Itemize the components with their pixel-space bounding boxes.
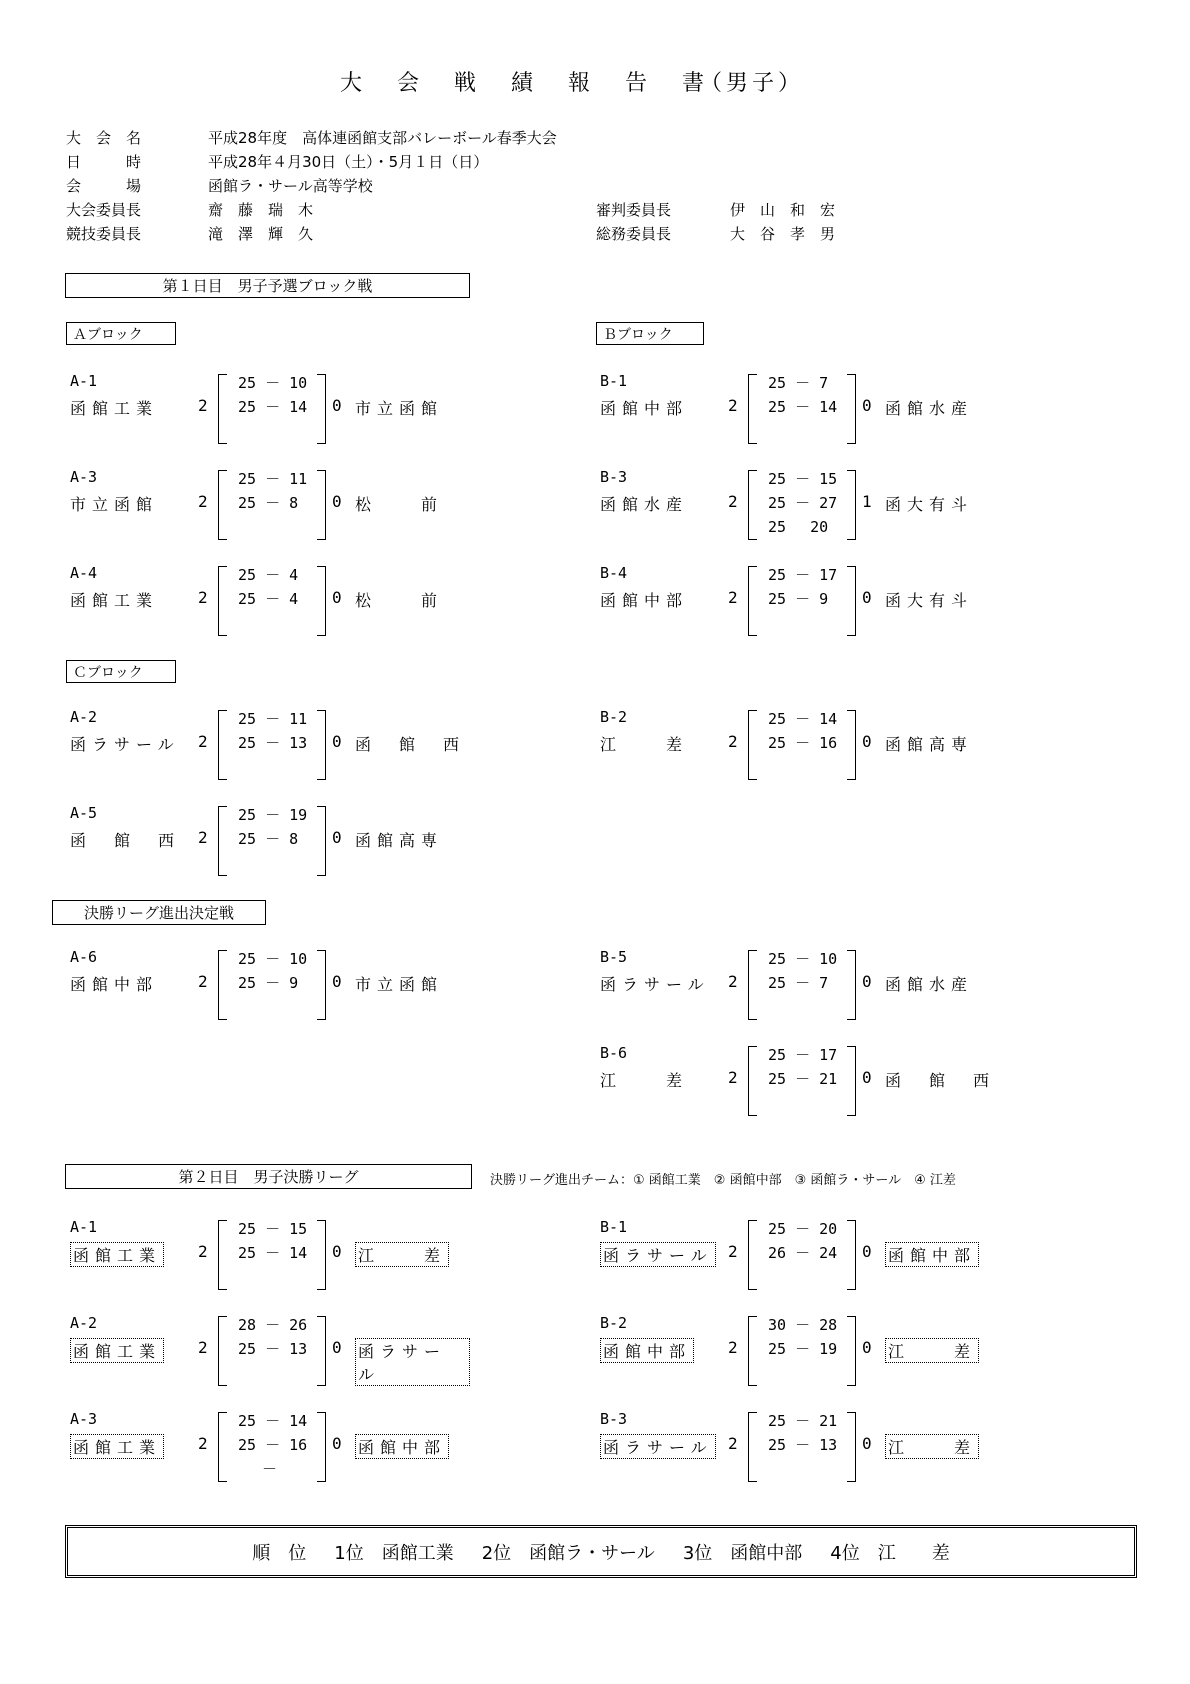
general-label: 総務委員長 (596, 225, 672, 243)
sets-won-home: 2 (728, 972, 738, 991)
score-bracket-right (847, 470, 856, 540)
set-score-1: 30 － 28 (768, 1316, 838, 1334)
meet-name: 平成28年度 高体連函館支部バレーボール春季大会 (208, 129, 557, 147)
ranking-label: 順 位 (252, 1542, 307, 1564)
match-a3 (70, 468, 470, 543)
score-bracket-left (748, 710, 757, 780)
set-score-1: 25 － 4 (238, 566, 299, 584)
score-bracket-left (748, 374, 757, 444)
score-bracket-right (847, 374, 856, 444)
match-b4 (600, 564, 1000, 639)
set-score-3: 25 20 (768, 518, 829, 536)
ranking-third: 3位 函館中部 (682, 1542, 803, 1564)
score-bracket-right (847, 1412, 856, 1482)
match-id: A-5 (70, 804, 98, 822)
sets-won-home: 2 (198, 492, 208, 511)
score-bracket-left (218, 566, 227, 636)
sets-won-home: 2 (728, 492, 738, 511)
chair-name: 齋 藤 瑞 木 (208, 201, 314, 219)
team-away: 江 差 (885, 1338, 979, 1363)
match-b2 (600, 708, 1000, 783)
sets-won-away: 0 (862, 1338, 872, 1357)
set-score-1: 28 － 26 (238, 1316, 308, 1334)
team-away: 市立函館 (355, 399, 444, 418)
sets-won-home: 2 (198, 588, 208, 607)
score-bracket-left (218, 710, 227, 780)
score-bracket-left (218, 806, 227, 876)
score-bracket-right (847, 1220, 856, 1290)
score-bracket-right (317, 950, 326, 1020)
sets-won-away: 0 (332, 1338, 342, 1357)
team-home: 函 館 西 (70, 831, 181, 850)
set-score-1: 25 － 7 (768, 374, 829, 392)
score-bracket-left (218, 470, 227, 540)
meet-venue: 函館ラ・サール高等学校 (208, 177, 373, 195)
set-score-1: 25 － 15 (238, 1220, 308, 1238)
set-score-1: 25 － 14 (768, 710, 838, 728)
match-id: B-4 (600, 564, 628, 582)
score-bracket-right (317, 806, 326, 876)
set-score-1: 25 － 11 (238, 710, 308, 728)
score-bracket-left (748, 1412, 757, 1482)
team-away: 函大有斗 (885, 495, 974, 514)
team-away: 函大有斗 (885, 591, 974, 610)
final-match-b3 (600, 1410, 1000, 1485)
sets-won-away: 0 (862, 1242, 872, 1261)
score-bracket-left (218, 374, 227, 444)
playoff-header: 決勝リーグ進出決定戦 (52, 900, 266, 925)
team-away: 江 差 (355, 1242, 449, 1267)
sets-won-away: 0 (862, 1434, 872, 1453)
team-home: 函ラサール (600, 1242, 716, 1267)
score-bracket-left (218, 1220, 227, 1290)
page-title-gender: （男子） (700, 71, 805, 96)
sets-won-home: 2 (198, 1338, 208, 1357)
sets-won-away: 0 (332, 396, 342, 415)
sets-won-away: 1 (862, 492, 872, 511)
team-away: 函 館 西 (885, 1071, 996, 1090)
set-score-2: 25 － 4 (238, 590, 299, 608)
score-bracket-right (847, 950, 856, 1020)
score-bracket-left (218, 950, 227, 1020)
sets-won-away: 0 (332, 732, 342, 751)
team-away: 函 館 西 (355, 735, 466, 754)
match-a1 (70, 372, 470, 447)
day2-header: 第２日目 男子決勝リーグ (65, 1164, 472, 1189)
set-score-2: 25 － 7 (768, 974, 829, 992)
sets-won-away: 0 (862, 396, 872, 415)
sets-won-home: 2 (198, 828, 208, 847)
set-score-2: 25 － 21 (768, 1070, 838, 1088)
sets-won-away: 0 (862, 1068, 872, 1087)
set-score-2: 25 － 9 (238, 974, 299, 992)
sets-won-home: 2 (728, 396, 738, 415)
match-id: B-6 (600, 1044, 628, 1062)
team-home: 函館中部 (600, 399, 689, 418)
sets-won-away: 0 (332, 588, 342, 607)
sets-won-home: 2 (198, 1242, 208, 1261)
team-away: 市立函館 (355, 975, 444, 994)
match-id: A-1 (70, 372, 98, 390)
match-a4 (70, 564, 470, 639)
block-c-label: Ｃブロック (66, 660, 176, 683)
final-match-a3 (70, 1410, 470, 1485)
team-away: 函ラサール (355, 1338, 470, 1386)
score-bracket-left (748, 1220, 757, 1290)
set-score-1: 25 － 11 (238, 470, 308, 488)
score-bracket-right (317, 1220, 326, 1290)
set-score-2: 25 － 14 (768, 398, 838, 416)
team-home: 函ラサール (70, 735, 180, 754)
ranking-fourth: 4位 江 差 (830, 1542, 950, 1564)
day1-header: 第１日目 男子予選ブロック戦 (65, 273, 470, 298)
set-score-2: 25 － 8 (238, 494, 299, 512)
match-id: B-2 (600, 1314, 628, 1332)
comp-name: 滝 澤 輝 久 (208, 225, 314, 243)
sets-won-home: 2 (728, 1068, 738, 1087)
team-home: 函館中部 (600, 591, 689, 610)
score-bracket-right (317, 710, 326, 780)
sets-won-home: 2 (728, 732, 738, 751)
set-score-1: 25 － 15 (768, 470, 838, 488)
block-a-label: Ａブロック (66, 322, 176, 345)
set-score-1: 25 － 21 (768, 1412, 838, 1430)
score-bracket-left (218, 1316, 227, 1386)
team-home: 函館中部 (600, 1338, 694, 1363)
match-id: B-3 (600, 1410, 628, 1428)
set-score-2: 25 － 9 (768, 590, 829, 608)
set-score-1: 25 － 14 (238, 1412, 308, 1430)
match-id: A-3 (70, 1410, 98, 1428)
sets-won-home: 2 (728, 1338, 738, 1357)
team-home: 函館工業 (70, 1338, 164, 1363)
sets-won-away: 0 (862, 732, 872, 751)
sets-won-home: 2 (728, 1434, 738, 1453)
team-home: 市立函館 (70, 495, 159, 514)
team-away: 函館水産 (885, 399, 974, 418)
score-bracket-right (847, 710, 856, 780)
sets-won-away: 0 (862, 588, 872, 607)
score-bracket-right (317, 470, 326, 540)
date-label: 日 時 (66, 153, 142, 171)
score-bracket-left (748, 1046, 757, 1116)
score-bracket-right (847, 1316, 856, 1386)
set-score-1: 25 － 20 (768, 1220, 838, 1238)
set-score-2: 25 － 14 (238, 398, 308, 416)
finalists-note: 決勝リーグ進出チーム：① 函館工業 ② 函館中部 ③ 函館ラ・サール ④ 江差 (490, 1173, 956, 1188)
sets-won-away: 0 (332, 1242, 342, 1261)
chair-label: 大会委員長 (66, 201, 142, 219)
venue-label: 会 場 (66, 177, 142, 195)
score-bracket-right (847, 566, 856, 636)
match-b5 (600, 948, 1000, 1023)
meet-date: 平成28年４月30日（土）・5月１日（日） (208, 153, 489, 171)
team-away: 函館高専 (885, 735, 974, 754)
match-b6 (600, 1044, 1000, 1119)
set-score-2: 25 － 13 (768, 1436, 838, 1454)
match-id: B-1 (600, 372, 628, 390)
set-score-1: 25 － 17 (768, 1046, 838, 1064)
block-b-label: Ｂブロック (596, 322, 704, 345)
set-score-2: 25 － 14 (238, 1244, 308, 1262)
ranking-second: 2位 函館ラ・サール (481, 1542, 655, 1564)
team-away: 函館水産 (885, 975, 974, 994)
sets-won-home: 2 (198, 396, 208, 415)
match-a2 (70, 708, 470, 783)
match-id: B-1 (600, 1218, 628, 1236)
sets-won-home: 2 (728, 588, 738, 607)
set-score-2: 25 － 13 (238, 734, 308, 752)
ranking-first: 1位 函館工業 (334, 1542, 454, 1564)
final-match-b1 (600, 1218, 1000, 1293)
final-match-a1 (70, 1218, 470, 1293)
set-score-2: 25 － 8 (238, 830, 299, 848)
match-a6 (70, 948, 470, 1023)
final-match-b2 (600, 1314, 1000, 1389)
team-home: 函館工業 (70, 1242, 164, 1267)
set-score-3: － (238, 1460, 278, 1478)
team-away: 函館高専 (355, 831, 444, 850)
team-away: 松 前 (355, 591, 444, 610)
match-id: B-2 (600, 708, 628, 726)
match-id: B-3 (600, 468, 628, 486)
referee-label: 審判委員長 (596, 201, 672, 219)
final-match-a2 (70, 1314, 470, 1389)
sets-won-home: 2 (198, 1434, 208, 1453)
set-score-2: 25 － 13 (238, 1340, 308, 1358)
comp-label: 競技委員長 (66, 225, 142, 243)
team-home: 函館工業 (70, 1434, 164, 1459)
team-away: 函館中部 (885, 1242, 979, 1267)
team-home: 江 差 (600, 1071, 689, 1090)
team-home: 函館中部 (70, 975, 159, 994)
match-a5 (70, 804, 470, 879)
team-home: 函館水産 (600, 495, 689, 514)
match-id: A-1 (70, 1218, 98, 1236)
set-score-1: 25 － 10 (238, 374, 308, 392)
match-b1 (600, 372, 1000, 447)
sets-won-away: 0 (332, 972, 342, 991)
general-name: 大 谷 孝 男 (730, 225, 836, 243)
team-away: 函館中部 (355, 1434, 449, 1459)
score-bracket-right (317, 1412, 326, 1482)
match-id: A-2 (70, 1314, 98, 1332)
set-score-1: 25 － 10 (238, 950, 308, 968)
team-home: 函館工業 (70, 591, 159, 610)
ranking-box (65, 1525, 1137, 1578)
set-score-1: 25 － 17 (768, 566, 838, 584)
score-bracket-right (317, 1316, 326, 1386)
set-score-2: 25 － 19 (768, 1340, 838, 1358)
match-id: A-3 (70, 468, 98, 486)
score-bracket-right (847, 1046, 856, 1116)
score-bracket-left (748, 950, 757, 1020)
team-away: 江 差 (885, 1434, 979, 1459)
sets-won-away: 0 (332, 828, 342, 847)
match-b3 (600, 468, 1000, 543)
match-id: B-5 (600, 948, 628, 966)
match-id: A-6 (70, 948, 98, 966)
sets-won-home: 2 (728, 1242, 738, 1261)
sets-won-home: 2 (198, 972, 208, 991)
score-bracket-right (317, 566, 326, 636)
set-score-2: 25 － 16 (238, 1436, 308, 1454)
score-bracket-left (218, 1412, 227, 1482)
referee-name: 伊 山 和 宏 (730, 201, 836, 219)
score-bracket-left (748, 566, 757, 636)
match-id: A-4 (70, 564, 98, 582)
score-bracket-left (748, 470, 757, 540)
team-home: 函ラサール (600, 975, 710, 994)
page-title: 大 会 戦 績 報 告 書 (340, 71, 718, 96)
sets-won-home: 2 (198, 732, 208, 751)
sets-won-away: 0 (332, 1434, 342, 1453)
match-id: A-2 (70, 708, 98, 726)
team-home: 函ラサール (600, 1434, 716, 1459)
team-away: 松 前 (355, 495, 444, 514)
team-home: 函館工業 (70, 399, 159, 418)
set-score-2: 25 － 27 (768, 494, 838, 512)
sets-won-away: 0 (862, 972, 872, 991)
set-score-1: 25 － 10 (768, 950, 838, 968)
sets-won-away: 0 (332, 492, 342, 511)
set-score-1: 25 － 19 (238, 806, 308, 824)
set-score-2: 25 － 16 (768, 734, 838, 752)
set-score-2: 26 － 24 (768, 1244, 838, 1262)
team-home: 江 差 (600, 735, 689, 754)
meet-label: 大 会 名 (66, 129, 142, 147)
score-bracket-right (317, 374, 326, 444)
score-bracket-left (748, 1316, 757, 1386)
